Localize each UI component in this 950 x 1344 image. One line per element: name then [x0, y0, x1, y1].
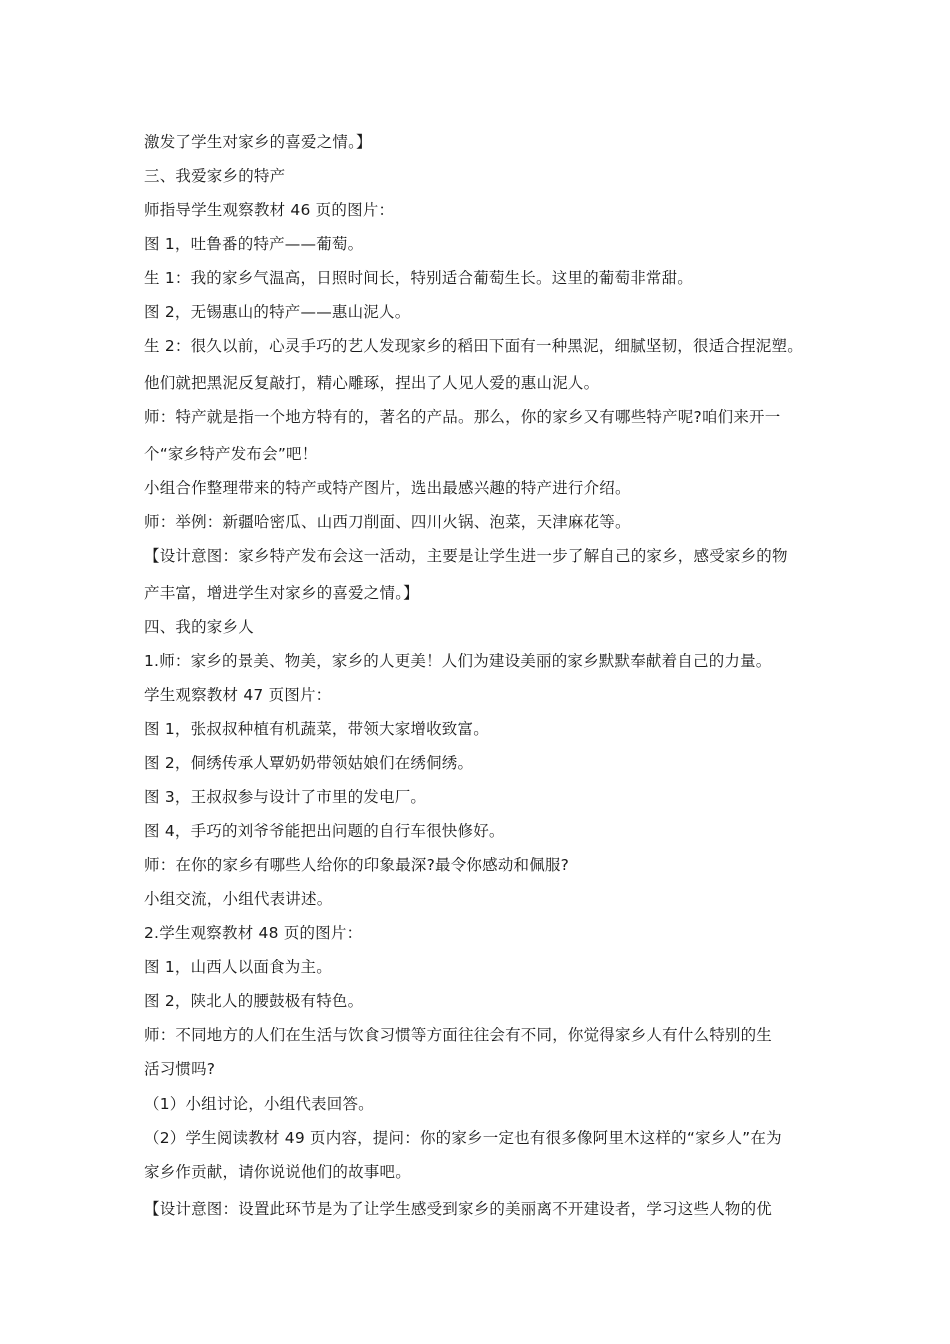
text-line: 小组交流，小组代表讲述。 — [144, 890, 333, 908]
text-line: （2）学生阅读教材 49 页内容，提问：你的家乡一定也有很多像阿里木这样的“家乡人”在为 — [144, 1129, 782, 1147]
design-intent-note: 产丰富，增进学生对家乡的喜爱之情。】 — [144, 584, 419, 602]
text-line: 家乡作贡献，请你说说他们的故事吧。 — [144, 1163, 411, 1181]
text-line: 学生观察教材 47 页图片： — [144, 686, 332, 704]
design-intent-note: 【设计意图：家乡特产发布会这一活动，主要是让学生进一步了解自己的家乡，感受家乡的物 — [144, 547, 788, 565]
text-line: 图 4，手巧的刘爷爷能把出问题的自行车很快修好。 — [144, 822, 505, 840]
text-line: 图 1，吐鲁番的特产——葡萄。 — [144, 235, 364, 253]
design-intent-note: 【设计意图：设置此环节是为了让学生感受到家乡的美丽离不开建设者，学习这些人物的优 — [144, 1200, 773, 1218]
text-line: 图 2，陕北人的腰鼓极有特色。 — [144, 992, 364, 1010]
text-line: 活习惯吗? — [144, 1060, 216, 1078]
text-line: 2.学生观察教材 48 页的图片： — [144, 924, 363, 942]
text-line: 图 3，王叔叔参与设计了市里的发电厂。 — [144, 788, 427, 806]
text-line: 激发了学生对家乡的喜爱之情。】 — [144, 133, 372, 151]
text-line: 小组合作整理带来的特产或特产图片，选出最感兴趣的特产进行介绍。 — [144, 479, 631, 497]
text-line: 图 2，侗绣传承人覃奶奶带领姑娘们在绣侗绣。 — [144, 754, 474, 772]
text-line: 师：在你的家乡有哪些人给你的印象最深?最令你感动和佩服? — [144, 856, 570, 874]
text-line: 个“家乡特产发布会”吧！ — [144, 445, 318, 463]
section-heading: 三、我爱家乡的特产 — [144, 167, 286, 185]
text-line: 生 2：很久以前，心灵手巧的艺人发现家乡的稻田下面有一种黑泥，细腻坚韧，很适合捏泥塑。 — [144, 337, 803, 355]
text-line: 师：不同地方的人们在生活与饮食习惯等方面往往会有不同，你觉得家乡人有什么特别的生 — [144, 1026, 773, 1044]
text-line: 师指导学生观察教材 46 页的图片： — [144, 201, 395, 219]
text-line: （1）小组讨论，小组代表回答。 — [144, 1095, 374, 1113]
text-line: 师：特产就是指一个地方特有的，著名的产品。那么，你的家乡又有哪些特产呢?咱们来开一 — [144, 408, 781, 426]
text-line: 生 1：我的家乡气温高，日照时间长，特别适合葡萄生长。这里的葡萄非常甜。 — [144, 269, 693, 287]
text-line: 师：举例：新疆哈密瓜、山西刀削面、四川火锅、泡菜，天津麻花等。 — [144, 513, 631, 531]
text-line: 图 1，张叔叔种植有机蔬菜，带领大家增收致富。 — [144, 720, 489, 738]
text-line: 他们就把黑泥反复敲打，精心雕琢，捏出了人见人爱的惠山泥人。 — [144, 374, 600, 392]
section-heading: 四、我的家乡人 — [144, 618, 254, 636]
text-line: 1.师：家乡的景美、物美，家乡的人更美！人们为建设美丽的家乡默默奉献着自己的力量。 — [144, 652, 772, 670]
text-line: 图 1，山西人以面食为主。 — [144, 958, 332, 976]
text-line: 图 2，无锡惠山的特产——惠山泥人。 — [144, 303, 411, 321]
